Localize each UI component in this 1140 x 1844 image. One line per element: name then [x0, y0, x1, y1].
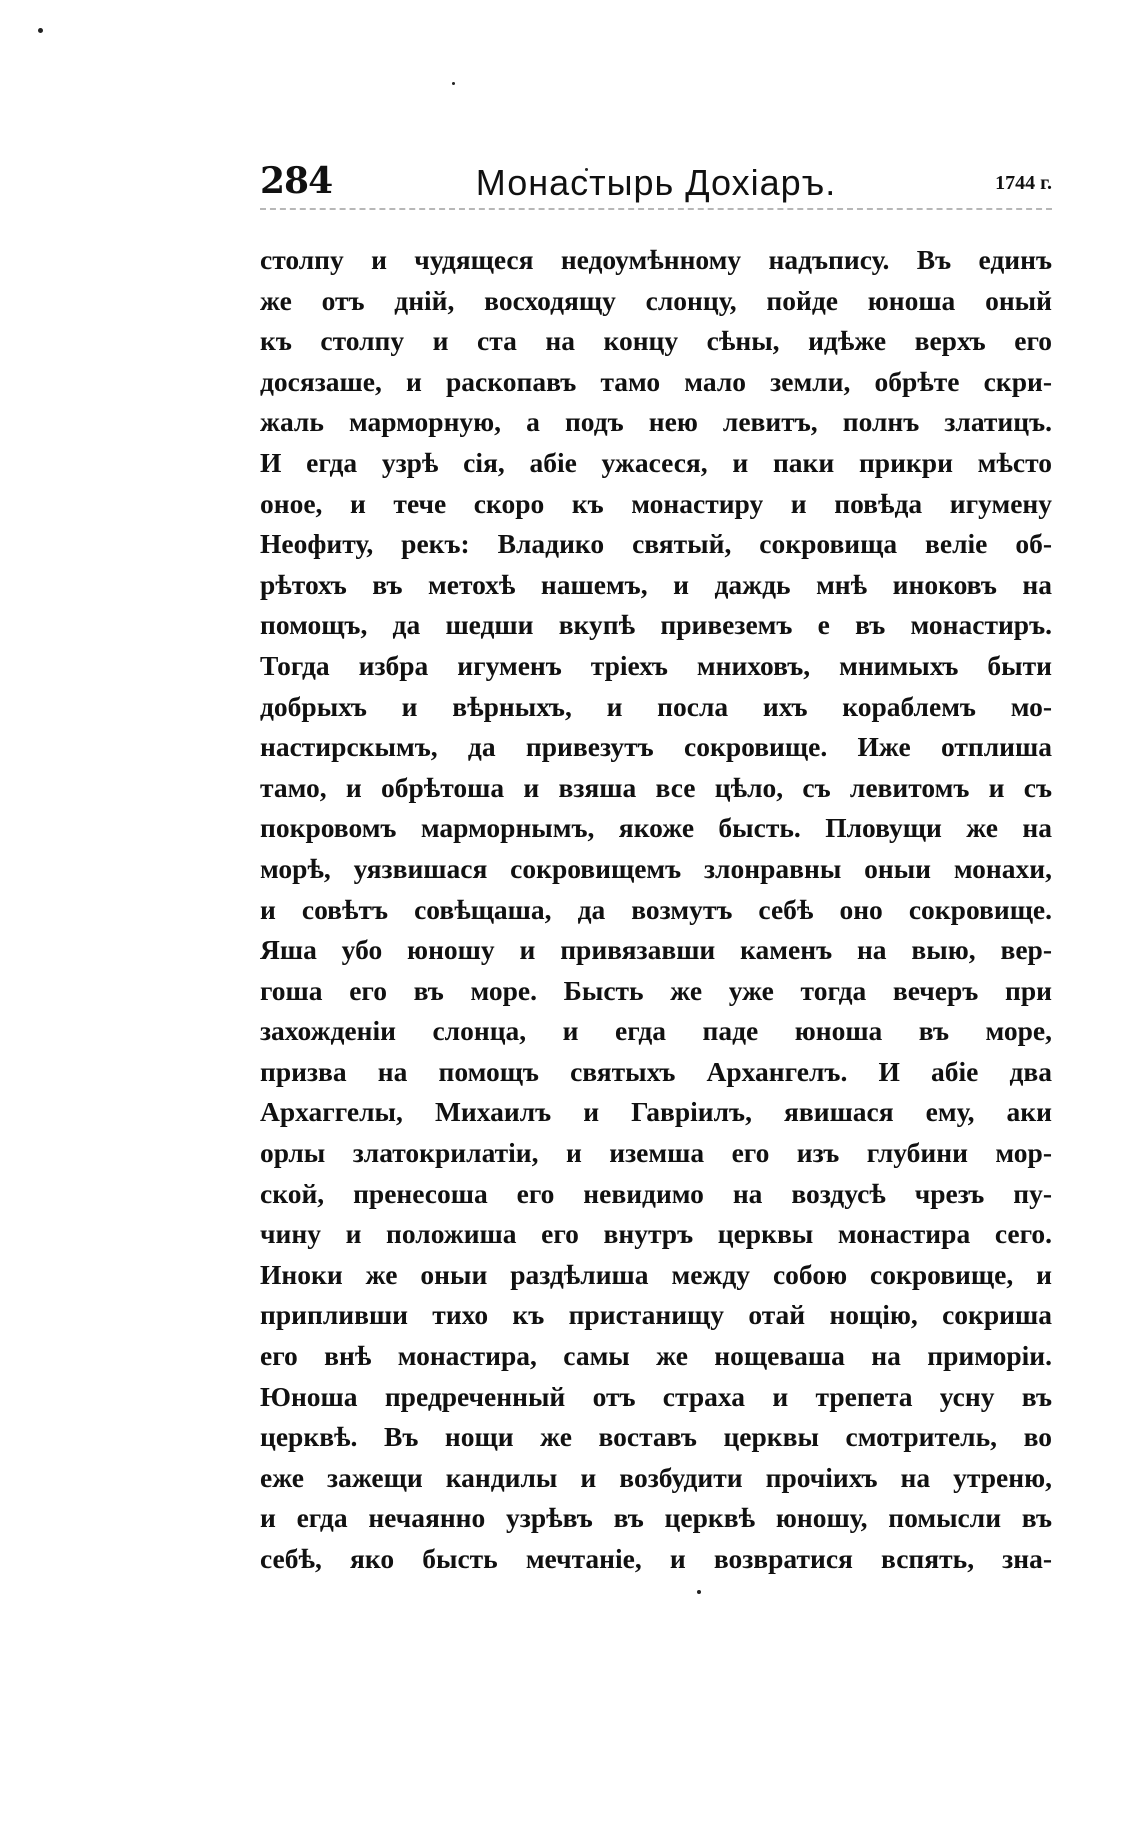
- text-line: и совѣтъ совѣщаша, да возмутъ себѣ оно сокровище.: [260, 893, 1052, 925]
- print-speck: [452, 82, 455, 85]
- text-line: себѣ, яко бысть мечтаніе, и возвратися вспять, зна-: [260, 1543, 1052, 1574]
- text-line: захожденіи слонца, и егда паде юноша въ море,: [260, 1015, 1052, 1047]
- text-line: тамо, и обрѣтоша и взяша все цѣло, съ левитомъ и съ: [260, 771, 1052, 803]
- text-line: ской, пренесоша его невидимо на воздусѣ чрезъ пу-: [260, 1177, 1052, 1209]
- text-line: И егда узрѣ сія, абіе ужасеся, и паки прикри мѣсто: [260, 446, 1052, 478]
- text-line: Неофиту, рекъ: Владико святый, сокровища веліе об-: [260, 528, 1052, 560]
- text-line: морѣ, уязвишася сокровищемъ злонравны оныи монахи,: [260, 852, 1052, 884]
- text-line: гоша его въ море. Бысть же уже тогда вечеръ при: [260, 974, 1052, 1006]
- text-line: еже зажещи кандилы и возбудити прочіихъ на утреню,: [260, 1461, 1052, 1493]
- text-line: Юноша предреченный отъ страха и трепета усну въ: [260, 1380, 1052, 1412]
- text-line: орлы златокрилатіи, и иземша его изъ глубини мор-: [260, 1137, 1052, 1169]
- text-line: жаль марморную, а подъ нею левитъ, полнъ златицъ.: [260, 406, 1052, 438]
- text-line: Яша убо юношу и привязавши каменъ на выю, вер-: [260, 934, 1052, 966]
- text-line: настирскымъ, да привезутъ сокровище. Иже отплиша: [260, 731, 1052, 763]
- text-line: добрыхъ и вѣрныхъ, и посла ихъ кораблемъ мо-: [260, 690, 1052, 722]
- text-line: столпу и чудящеся недоумѣнному надъпису. Въ единъ: [260, 244, 1052, 275]
- text-line: Архаггелы, Михаилъ и Гавріилъ, явишася ему, аки: [260, 1096, 1052, 1128]
- text-line: призва на помощъ святыхъ Архангелъ. И абіе два: [260, 1055, 1052, 1087]
- text-line: чину и положиша его внутръ церквы монастира сего.: [260, 1218, 1052, 1250]
- text-line: помощъ, да шедши вкупѣ привеземъ е въ монастиръ.: [260, 609, 1052, 641]
- header-rule: [260, 208, 1052, 210]
- print-speck: [38, 28, 43, 33]
- year-label: 1744 г.: [995, 172, 1052, 194]
- page-header: [260, 160, 1052, 204]
- page-number: 284: [260, 160, 333, 202]
- text-line: покровомъ марморнымъ, якоже бысть. Пловущи же на: [260, 812, 1052, 844]
- body-text: [260, 240, 1052, 1580]
- text-line: рѣтохъ въ метохѣ нашемъ, и даждь мнѣ иноковъ на: [260, 568, 1052, 600]
- text-line: припливши тихо къ пристанищу отай нощію, сокриша: [260, 1299, 1052, 1331]
- print-speck: [697, 1590, 701, 1594]
- running-title: Монастырь Дохіаръ.: [475, 162, 837, 203]
- text-line: досязаше, и раскопавъ тамо мало земли, обрѣте скри-: [260, 365, 1052, 397]
- text-line: оное, и тече скоро къ монастиру и повѣда игумену: [260, 487, 1052, 519]
- text-line: же отъ дній, восходящу слонцу, пойде юноша оный: [260, 284, 1052, 316]
- text-line: церквѣ. Въ нощи же воставъ церквы смотритель, во: [260, 1421, 1052, 1453]
- text-line: и егда нечаянно узрѣвъ въ церквѣ юношу, помысли въ: [260, 1502, 1052, 1534]
- text-line: Иноки же оныи раздѣлиша между собою сокровище, и: [260, 1258, 1052, 1290]
- text-line: къ столпу и ста на концу сѣны, идѣже верхъ его: [260, 325, 1052, 357]
- text-line: его внѣ монастира, самы же нощеваша на приморіи.: [260, 1340, 1052, 1372]
- text-line: Тогда избра игуменъ тріехъ мниховъ, мнимыхъ быти: [260, 649, 1052, 681]
